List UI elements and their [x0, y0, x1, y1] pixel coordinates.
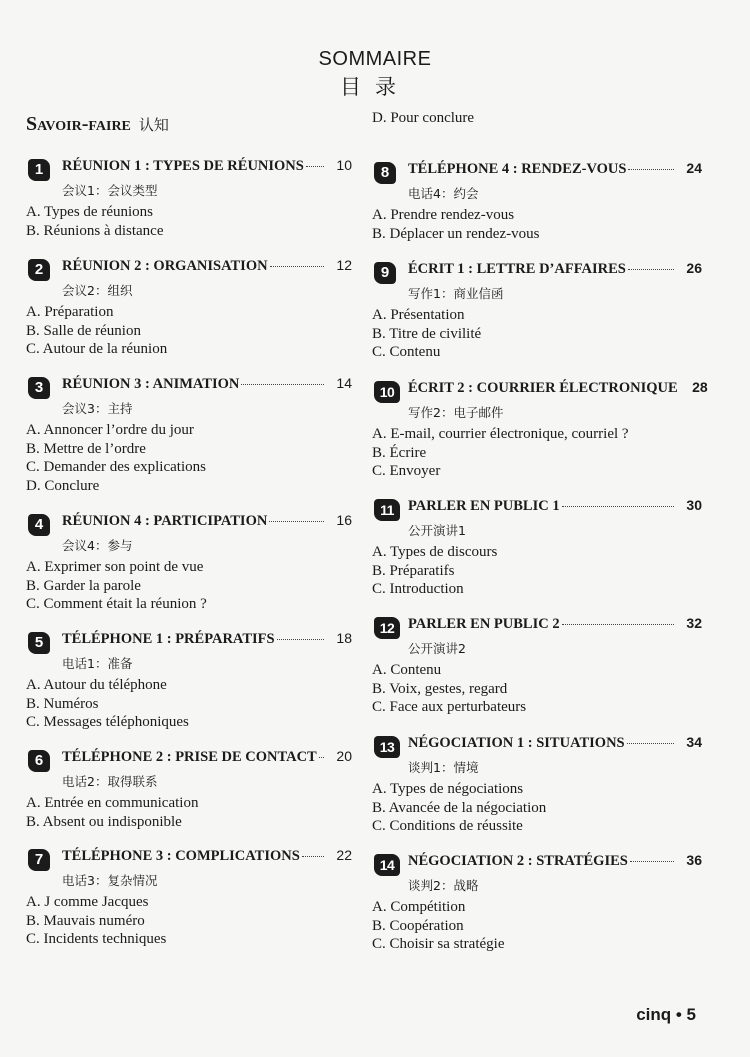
unit-subtitle-zh: 谈判1：情境	[408, 760, 479, 775]
unit-page-number: 32	[686, 615, 702, 631]
page-title: SOMMAIRE	[318, 48, 432, 70]
toc-unit	[26, 375, 352, 495]
section-heading	[26, 113, 169, 136]
unit-number-badge: 14	[374, 854, 400, 876]
unit-header	[26, 630, 352, 652]
unit-page-number: 20	[336, 748, 352, 764]
unit-item: C. Messages téléphoniques	[26, 714, 189, 730]
unit-item: A. Types de négociations	[372, 781, 524, 797]
unit-number-badge: 7	[28, 849, 50, 871]
unit-title: ÉCRIT 1 : LETTRE D’AFFAIRES	[408, 261, 626, 277]
unit-item: A. Compétition	[372, 899, 466, 915]
unit-item: B. Salle de réunion	[26, 322, 141, 339]
unit-item: A. Exprimer son point de vue	[26, 559, 204, 575]
unit-item: A. Autour du téléphone	[26, 677, 167, 693]
page-title-zh: 目录	[340, 75, 410, 99]
unit-title-row[interactable]	[62, 257, 352, 275]
unit-header	[26, 257, 352, 279]
page-number: cinq • 5	[636, 1005, 696, 1024]
unit-header	[372, 615, 702, 637]
unit-title-row[interactable]	[62, 512, 352, 530]
carryover-item: D. Pour conclure	[372, 110, 475, 126]
unit-title-row[interactable]	[408, 379, 708, 397]
unit-item: C. Autour de la réunion	[26, 341, 168, 357]
toc-unit	[372, 734, 702, 836]
unit-item: B. Mauvais numéro	[26, 912, 145, 929]
unit-subtitle-zh: 电话2：取得联系	[62, 774, 158, 789]
unit-title: RÉUNION 3 : ANIMATION	[62, 376, 240, 392]
unit-item: C. Incidents techniques	[26, 931, 167, 947]
unit-item: B. Réunions à distance	[26, 222, 164, 239]
unit-item: C. Introduction	[372, 581, 464, 597]
unit-number-badge: 6	[28, 750, 50, 772]
unit-header	[372, 160, 702, 182]
unit-item: C. Comment était la réunion ?	[26, 596, 207, 612]
dot-leader	[241, 384, 324, 385]
unit-title: NÉGOCIATION 2 : STRATÉGIES	[408, 853, 628, 869]
unit-title-row[interactable]	[408, 260, 702, 278]
unit-number-badge: 12	[374, 617, 400, 639]
unit-title: TÉLÉPHONE 4 : RENDEZ-VOUS	[408, 161, 627, 177]
unit-item: B. Avancée de la négociation	[372, 799, 547, 816]
unit-number-badge: 3	[28, 377, 50, 399]
toc-unit	[372, 497, 702, 599]
unit-page-number: 36	[686, 852, 702, 868]
unit-header	[26, 847, 352, 869]
toc-unit	[26, 748, 352, 831]
dot-leader	[630, 861, 674, 862]
dot-leader	[319, 757, 324, 758]
dot-leader	[627, 743, 674, 744]
unit-item: A. Types de discours	[372, 544, 498, 560]
unit-subtitle-zh: 写作1：商业信函	[408, 286, 504, 301]
unit-item: B. Déplacer un rendez-vous	[372, 225, 540, 242]
unit-subtitle-zh: 公开演讲2	[408, 641, 466, 656]
unit-item: D. Conclure	[26, 477, 100, 494]
unit-title: NÉGOCIATION 1 : SITUATIONS	[408, 735, 625, 751]
unit-header	[26, 157, 352, 179]
unit-number-badge: 2	[28, 259, 50, 281]
unit-title: ÉCRIT 2 : COURRIER ÉLECTRONIQUE	[408, 380, 678, 396]
unit-title-row[interactable]	[408, 852, 702, 870]
toc-unit	[26, 257, 352, 359]
unit-page-number: 30	[686, 497, 702, 513]
unit-item: A. Prendre rendez-vous	[372, 207, 515, 223]
unit-header	[372, 379, 708, 401]
unit-page-number: 26	[686, 260, 702, 276]
unit-header	[372, 497, 702, 519]
unit-number-badge: 1	[28, 159, 50, 181]
toc-unit	[372, 379, 708, 481]
dot-leader	[269, 521, 324, 522]
unit-header	[26, 375, 352, 397]
unit-subtitle-zh: 写作2：电子邮件	[408, 405, 504, 420]
unit-item: A. E-mail, courrier électronique, courriel ?	[372, 426, 629, 442]
unit-item: C. Demander des explications	[26, 459, 206, 475]
unit-item: A. Contenu	[372, 662, 442, 678]
dot-leader	[270, 266, 324, 267]
unit-number-badge: 11	[374, 499, 400, 521]
toc-unit	[26, 630, 352, 732]
unit-header	[372, 734, 702, 756]
unit-title: TÉLÉPHONE 1 : PRÉPARATIFS	[62, 631, 275, 647]
unit-title: RÉUNION 2 : ORGANISATION	[62, 258, 268, 274]
toc-unit	[372, 160, 702, 243]
unit-page-number: 18	[336, 630, 352, 646]
unit-title: TÉLÉPHONE 2 : PRISE DE CONTACT	[62, 749, 317, 765]
unit-number-badge: 8	[374, 162, 396, 184]
unit-title-row[interactable]	[62, 748, 352, 766]
section-title-zh: 认知	[138, 116, 169, 134]
unit-item: B. Voix, gestes, regard	[372, 680, 508, 697]
unit-subtitle-zh: 会议3：主持	[62, 401, 133, 416]
unit-item: C. Face aux perturbateurs	[372, 699, 527, 715]
unit-subtitle-zh: 会议4：参与	[62, 538, 133, 553]
unit-number-badge: 5	[28, 632, 50, 654]
unit-item: C. Contenu	[372, 344, 441, 360]
unit-header	[372, 852, 702, 874]
unit-title-row[interactable]	[62, 847, 352, 865]
unit-number-badge: 10	[374, 381, 400, 403]
dot-leader	[562, 506, 674, 507]
unit-item: A. Présentation	[372, 307, 465, 323]
dot-leader	[562, 624, 674, 625]
unit-item: C. Envoyer	[372, 463, 441, 479]
dot-leader	[306, 166, 324, 167]
unit-item: A. Types de réunions	[26, 204, 153, 220]
unit-page-number: 34	[686, 734, 702, 750]
unit-title-row[interactable]	[62, 630, 352, 648]
dot-leader	[628, 269, 674, 270]
unit-item: A. Préparation	[26, 304, 114, 320]
unit-item: B. Coopération	[372, 917, 464, 934]
unit-page-number: 10	[336, 157, 352, 173]
unit-title: PARLER EN PUBLIC 2	[408, 616, 560, 632]
section-title: Savoir-faire	[26, 113, 131, 135]
unit-title: RÉUNION 4 : PARTICIPATION	[62, 513, 268, 529]
unit-item: B. Écrire	[372, 444, 427, 461]
unit-subtitle-zh: 电话1：准备	[62, 656, 133, 671]
unit-title-row[interactable]	[62, 375, 352, 393]
unit-item: A. Annoncer l’ordre du jour	[26, 422, 194, 438]
unit-header	[372, 260, 702, 282]
unit-page-number: 28	[692, 379, 708, 395]
unit-title-row[interactable]	[408, 734, 702, 752]
dot-leader	[302, 856, 324, 857]
unit-page-number: 14	[336, 375, 352, 391]
unit-title-row[interactable]	[408, 497, 702, 515]
unit-item: A. Entrée en communication	[26, 795, 199, 811]
unit-number-badge: 9	[374, 262, 396, 284]
toc-unit	[26, 847, 352, 949]
unit-item: B. Mettre de l’ordre	[26, 440, 146, 457]
unit-item: B. Numéros	[26, 695, 99, 712]
unit-title-row[interactable]	[408, 615, 702, 633]
unit-item: B. Absent ou indisponible	[26, 813, 182, 830]
unit-subtitle-zh: 会议1：会议类型	[62, 183, 158, 198]
unit-item: B. Garder la parole	[26, 577, 141, 594]
unit-item: C. Choisir sa stratégie	[372, 936, 505, 952]
unit-subtitle-zh: 会议2：组织	[62, 283, 133, 298]
dot-leader	[628, 169, 674, 170]
unit-title: TÉLÉPHONE 3 : COMPLICATIONS	[62, 848, 300, 864]
unit-item: C. Conditions de réussite	[372, 818, 523, 834]
dot-leader	[277, 639, 324, 640]
unit-page-number: 12	[336, 257, 352, 273]
unit-item: A. J comme Jacques	[26, 894, 149, 910]
unit-title: RÉUNION 1 : TYPES DE RÉUNIONS	[62, 158, 304, 174]
unit-subtitle-zh: 谈判2：战略	[408, 878, 479, 893]
unit-title-row[interactable]	[408, 160, 702, 178]
unit-header	[26, 512, 352, 534]
unit-number-badge: 4	[28, 514, 50, 536]
toc-unit	[26, 512, 352, 614]
toc-unit	[372, 260, 702, 362]
unit-page-number: 16	[336, 512, 352, 528]
unit-subtitle-zh: 电话3：复杂情况	[62, 873, 158, 888]
unit-title-row[interactable]	[62, 157, 352, 175]
toc-unit	[26, 157, 352, 240]
toc-unit	[372, 615, 702, 717]
toc-unit	[372, 852, 702, 954]
unit-item: B. Titre de civilité	[372, 325, 482, 342]
unit-item: B. Préparatifs	[372, 562, 455, 579]
unit-subtitle-zh: 公开演讲1	[408, 523, 466, 538]
unit-page-number: 24	[686, 160, 702, 176]
unit-number-badge: 13	[374, 736, 400, 758]
unit-title: PARLER EN PUBLIC 1	[408, 498, 560, 514]
unit-page-number: 22	[336, 847, 352, 863]
unit-subtitle-zh: 电话4：约会	[408, 186, 479, 201]
unit-header	[26, 748, 352, 770]
